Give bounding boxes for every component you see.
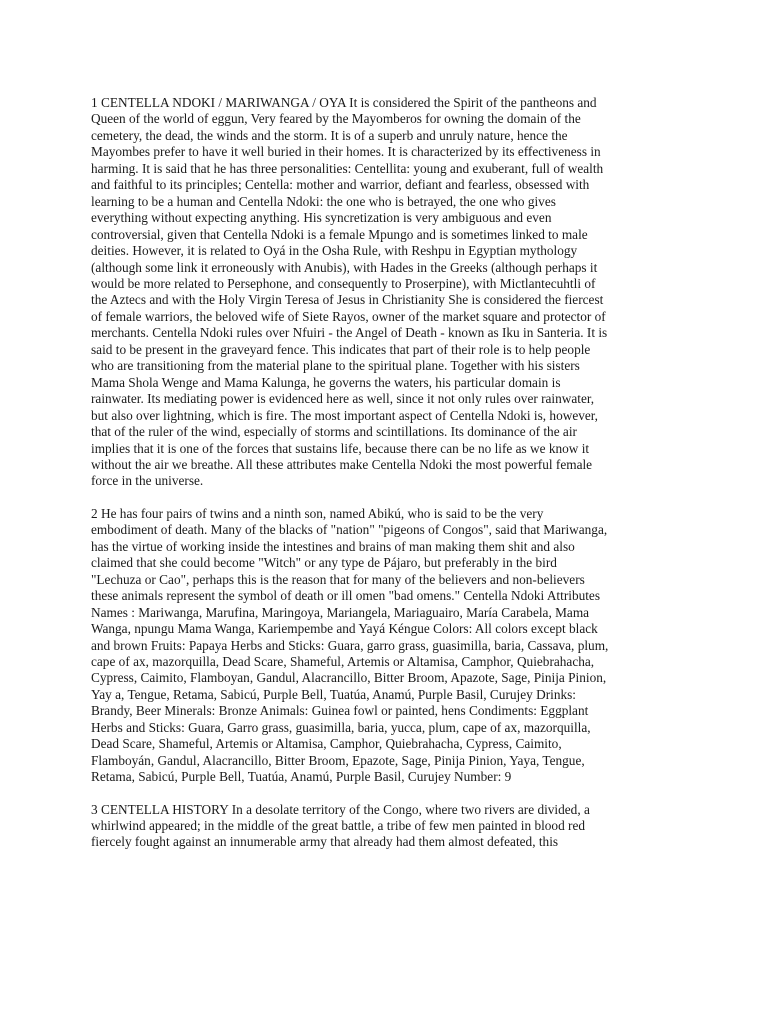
text-line: Cypress, Caimito, Flamboyan, Gandul, Alacrancillo, Bitter Broom, Apazote, Sage, Pinija Pinion, <box>91 670 607 686</box>
text-line: said to be present in the graveyard fence. This indicates that part of their role is to help people <box>91 341 591 357</box>
text-line: 2 He has four pairs of twins and a ninth son, named Abikú, who is said to be the very <box>91 505 544 521</box>
text-line: Herbs and Sticks: Guara, Garro grass, guasimilla, baria, yucca, plum, cape of ax, mazorquilla, <box>91 719 591 735</box>
text-line: cape of ax, mazorquilla, Dead Scare, Shameful, Artemis or Altamisa, Camphor, Quiebrahacha, <box>91 653 595 669</box>
text-line: everything without expecting anything. His syncretization is very ambiguous and even <box>91 210 552 226</box>
text-line: Brandy, Beer Minerals: Bronze Animals: Guinea fowl or painted, hens Condiments: Eggplant <box>91 703 589 719</box>
document-page <box>91 95 681 867</box>
text-line: and brown Fruits: Papaya Herbs and Sticks: Guara, garro grass, guasimilla, baria, Cassava, plum, <box>91 637 609 653</box>
text-line: force in the universe. <box>91 473 204 489</box>
text-line: "Lechuza or Cao", perhaps this is the reason that for many of the believers and non-believers <box>91 571 585 587</box>
text-line: has the virtue of working inside the intestines and brains of man making them shit and also <box>91 538 575 554</box>
text-line: learning to be a human and Centella Ndoki: the one who is betrayed, the one who gives <box>91 193 556 209</box>
text-line: fiercely fought against an innumerable army that already had them almost defeated, this <box>91 834 559 850</box>
text-line: but also over lightning, which is fire. The most important aspect of Centella Ndoki is, however, <box>91 407 598 423</box>
text-line: Mayombes prefer to have it well buried in their homes. It is characterized by its effectiveness in <box>91 144 601 160</box>
text-line: cemetery, the dead, the winds and the storm. It is of a superb and unruly nature, hence the <box>91 127 568 143</box>
text-line: Yay a, Tengue, Retama, Sabicú, Purple Bell, Tuatúa, Anamú, Purple Basil, Curujey Drinks: <box>91 686 576 702</box>
text-line: the Aztecs and with the Holy Virgin Teresa of Jesus in Christianity She is considered the fiercest <box>91 292 604 308</box>
text-line: Names : Mariwanga, Marufina, Maringoya, Mariangela, Mariaguairo, María Carabela, Mama <box>91 604 590 620</box>
text-line: of female warriors, the beloved wife of Siete Rayos, owner of the market square and protector of <box>91 308 606 324</box>
text-line: merchants. Centella Ndoki rules over Nfuiri - the Angel of Death - known as Iku in Santeria. It is <box>91 325 608 341</box>
text-line: Queen of the world of eggun, Very feared by the Mayomberos for owning the domain of the <box>91 111 581 127</box>
text-line: deities. However, it is related to Oyá in the Osha Rule, with Reshpu in Egyptian mythology <box>91 243 578 259</box>
text-line: (although some link it erroneously with Anubis), with Hades in the Greeks (although perhaps it <box>91 259 598 275</box>
text-line: Retama, Sabicú, Purple Bell, Tuatúa, Anamú, Purple Basil, Curujey Number: 9 <box>91 769 512 785</box>
text-line: Wanga, npungu Mama Wanga, Kariempembe and Yayá Kéngue Colors: All colors except black <box>91 621 598 637</box>
text-line: and faithful to its principles; Centella: mother and warrior, defiant and fearless, obsessed with <box>91 177 590 193</box>
text-line: without the air we breathe. All these attributes make Centella Ndoki the most powerful female <box>91 456 593 472</box>
text-line: controversial, given that Centella Ndoki is a female Mpungo and is sometimes linked to male <box>91 226 588 242</box>
text-line: Dead Scare, Shameful, Artemis or Altamisa, Camphor, Quiebrahacha, Cypress, Caimito, <box>91 736 562 752</box>
text-line: rainwater. Its mediating power is evidenced here as well, since it not only rules over rainwater, <box>91 391 595 407</box>
text-line: would be more related to Persephone, and consequently to Proserpine), with Mictlantecuhtli of <box>91 275 596 291</box>
paragraph-1 <box>91 95 681 490</box>
text-line: implies that it is one of the forces that sustains life, because there can be no life as we know it <box>91 440 590 456</box>
text-line: 3 CENTELLA HISTORY In a desolate territory of the Congo, where two rivers are divided, a <box>91 801 590 817</box>
text-line: harming. It is said that he has three personalities: Centellita: young and exuberant, full of wealth <box>91 160 604 176</box>
text-line: these animals represent the symbol of death or ill omen "bad omens." Centella Ndoki Attributes <box>91 588 601 604</box>
text-line: 1 CENTELLA NDOKI / MARIWANGA / OYA It is considered the Spirit of the pantheons and <box>91 95 597 110</box>
text-line: that of the ruler of the wind, especially of storms and scintillations. Its dominance of the air <box>91 424 577 440</box>
text-line: Flamboyán, Gandul, Alacrancillo, Bitter Broom, Epazote, Sage, Pinija Pinion, Yaya, Tengue, <box>91 752 585 768</box>
text-line: whirlwind appeared; in the middle of the great battle, a tribe of few men painted in blood red <box>91 818 586 834</box>
text-line: embodiment of death. Many of the blacks of "nation" "pigeons of Congos", said that Mariwanga, <box>91 522 608 538</box>
text-line: Mama Shola Wenge and Mama Kalunga, he governs the waters, his particular domain is <box>91 374 561 390</box>
text-line: claimed that she could become "Witch" or any type de Pájaro, but preferably in the bird <box>91 555 557 571</box>
paragraph-3 <box>91 802 681 851</box>
paragraph-2 <box>91 506 681 786</box>
text-line: who are transitioning from the material plane to the spiritual plane. Together with his sisters <box>91 358 580 374</box>
